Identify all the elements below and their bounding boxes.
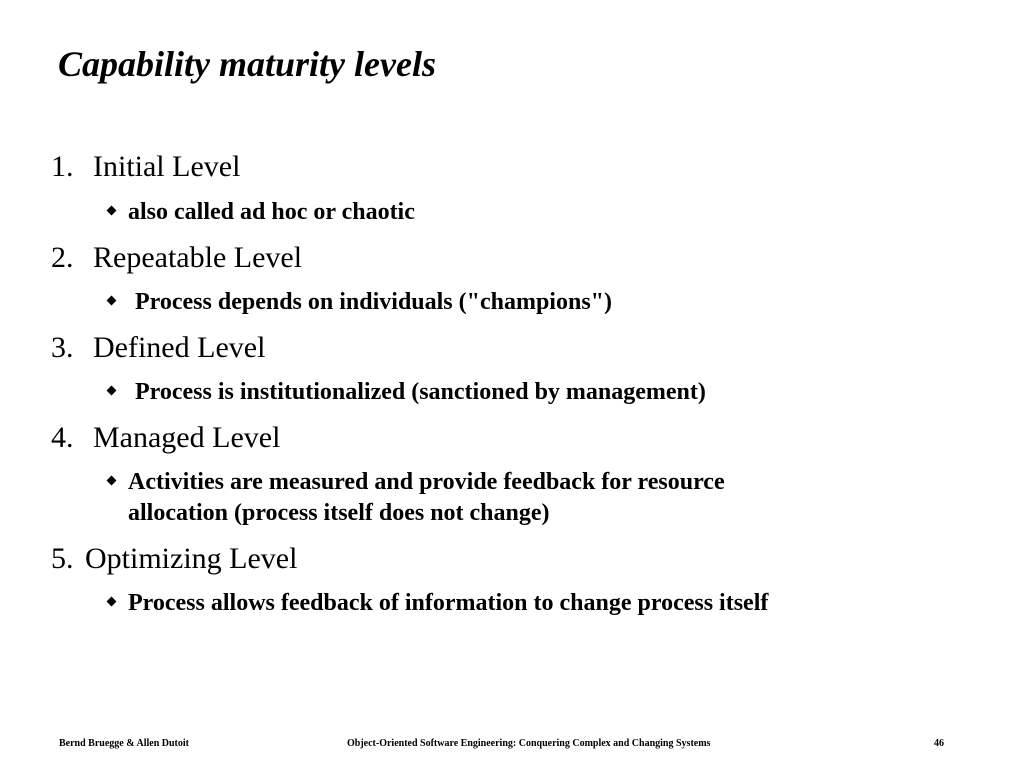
level-3-name: Defined Level (93, 331, 266, 364)
level-5-number: 5. (51, 542, 74, 575)
level-4-name: Managed Level (93, 421, 281, 454)
level-2-number: 2. (51, 241, 74, 274)
diamond-bullet-icon (107, 296, 117, 306)
level-4-number: 4. (51, 421, 74, 454)
diamond-bullet-icon (107, 597, 117, 607)
footer-authors: Bernd Bruegge & Allen Dutoit (59, 738, 189, 749)
level-3-number: 3. (51, 331, 74, 364)
diamond-bullet-icon (107, 476, 117, 486)
level-2-bullet-text: Process depends on individuals ("champions") (135, 289, 612, 315)
level-1-heading (51, 150, 240, 184)
level-5-bullet-text: Process allows feedback of information to change process itself (128, 590, 769, 616)
level-4-heading (51, 421, 280, 455)
level-5-heading (51, 542, 297, 576)
footer-page-number: 46 (934, 738, 944, 749)
diamond-bullet-icon (107, 206, 117, 216)
level-3-bullet-text: Process is institutionalized (sanctioned by management) (135, 379, 706, 405)
level-2-name: Repeatable Level (93, 241, 303, 274)
diamond-bullet-icon (107, 386, 117, 396)
level-4-bullet-text-line-2: allocation (process itself does not change) (128, 500, 550, 526)
slide-title: Capability maturity levels (58, 44, 436, 84)
level-1-bullet-text: also called ad hoc or chaotic (128, 199, 415, 225)
level-5-name: Optimizing Level (85, 542, 298, 575)
footer-book-title: Object-Oriented Software Engineering: Conquering Complex and Changing Systems (347, 738, 711, 749)
level-3-heading (51, 331, 265, 365)
level-1-number: 1. (51, 150, 74, 183)
level-2-heading (51, 241, 302, 275)
level-1-name: Initial Level (93, 150, 241, 183)
level-4-bullet-text-line-1: Activities are measured and provide feedback for resource (128, 469, 725, 495)
